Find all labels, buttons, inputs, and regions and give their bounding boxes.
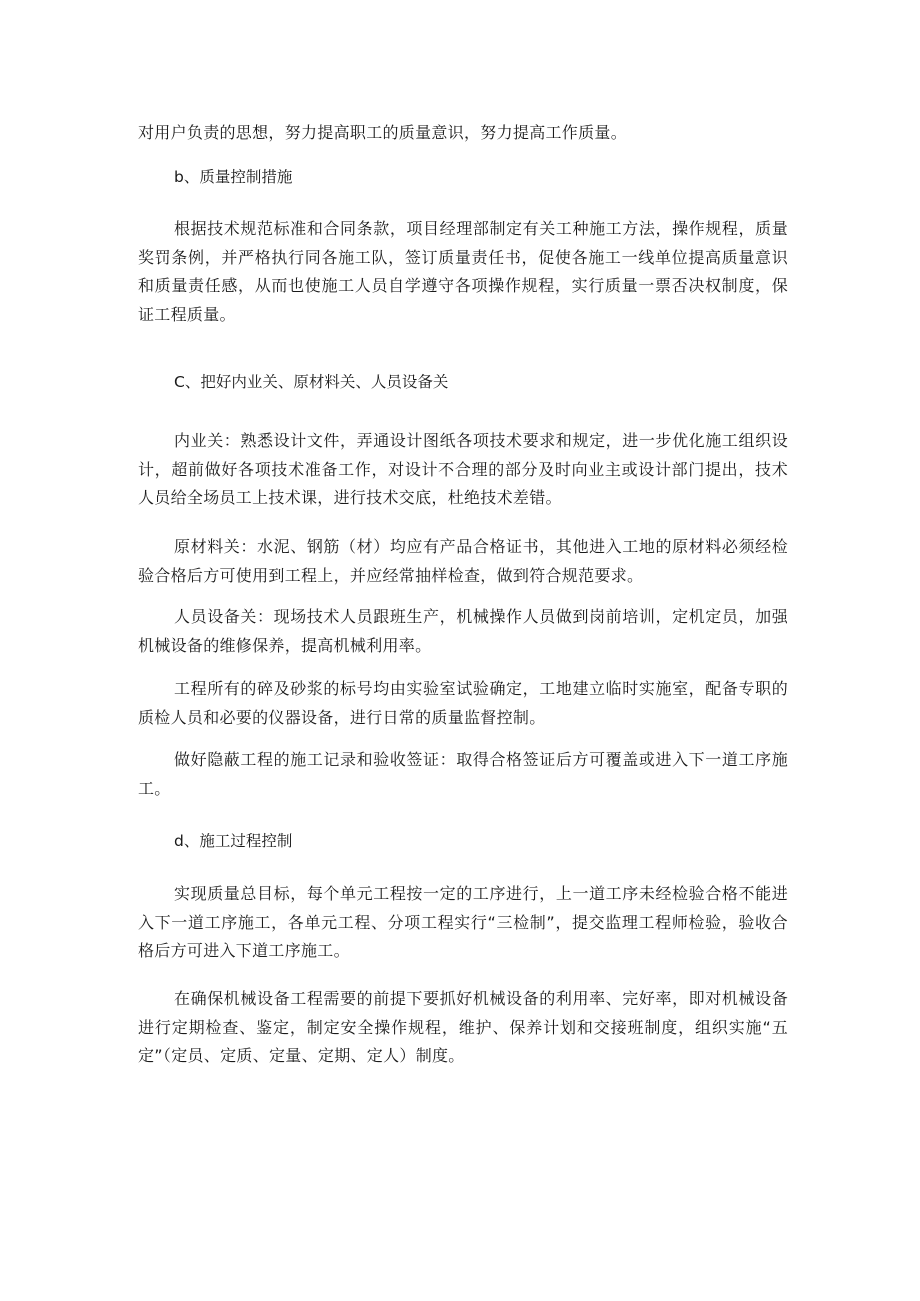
section-c-paragraph-2: 原材料关：水泥、钢筋（材）均应有产品合格证书，其他进入工地的原材料必须经检验合格后方可使用到工程上，并应经常抽样检查，做到符合规范要求。 xyxy=(138,537,788,585)
section-b-paragraph-1: 根据技术规范标准和合同条款，项目经理部制定有关工种施工方法，操作规程，质量奖罚条例，并严格执行同各施工队，签订质量责任书，促使各施工一线单位提高质量意识和质量责任感，从而也使施工人员自学遵守各项操作规程，实行质量一票否决权制度，保证工程质量。 xyxy=(138,219,788,324)
section-d-heading: d、施工过程控制 xyxy=(174,832,293,850)
section-b-heading: b、质量控制措施 xyxy=(174,168,293,186)
section-c-paragraph-1: 内业关：熟悉设计文件，弄通设计图纸各项技术要求和规定，进一步优化施工组织设计，超前做好各项技术准备工作，对设计不合理的部分及时向业主或设计部门提出，技术人员给全场员工上技术课，进行技术交底，杜绝技术差错。 xyxy=(138,431,788,507)
section-c-heading: C、把好内业关、原材料关、人员设备关 xyxy=(174,373,449,391)
continuation-text: 对用户负责的思想，努力提高职工的质量意识，努力提高工作质量。 xyxy=(138,123,628,142)
section-c-paragraph-4: 工程所有的碎及砂浆的标号均由实验室试验确定，工地建立临时实施室，配备专职的质检人员和必要的仪器设备，进行日常的质量监督控制。 xyxy=(138,679,788,727)
section-d-paragraph-1: 实现质量总目标，每个单元工程按一定的工序进行，上一道工序未经检验合格不能进入下一道工序施工，各单元工程、分项工程实行“三检制”，提交监理工程师检验，验收合格后方可进入下道工序施工。 xyxy=(138,884,788,960)
section-c-paragraph-5: 做好隐蔽工程的施工记录和验收签证：取得合格签证后方可覆盖或进入下一道工序施工。 xyxy=(138,750,788,798)
section-d-paragraph-2: 在确保机械设备工程需要的前提下要抓好机械设备的利用率、完好率，即对机械设备进行定期检查、鉴定，制定安全操作规程，维护、保养计划和交接班制度，组织实施“五定”（定员、定质、定量、定期、定人）制度。 xyxy=(138,989,788,1065)
section-c-paragraph-3: 人员设备关：现场技术人员跟班生产，机械操作人员做到岗前培训，定机定员，加强机械设备的维修保养，提高机械利用率。 xyxy=(138,607,788,655)
